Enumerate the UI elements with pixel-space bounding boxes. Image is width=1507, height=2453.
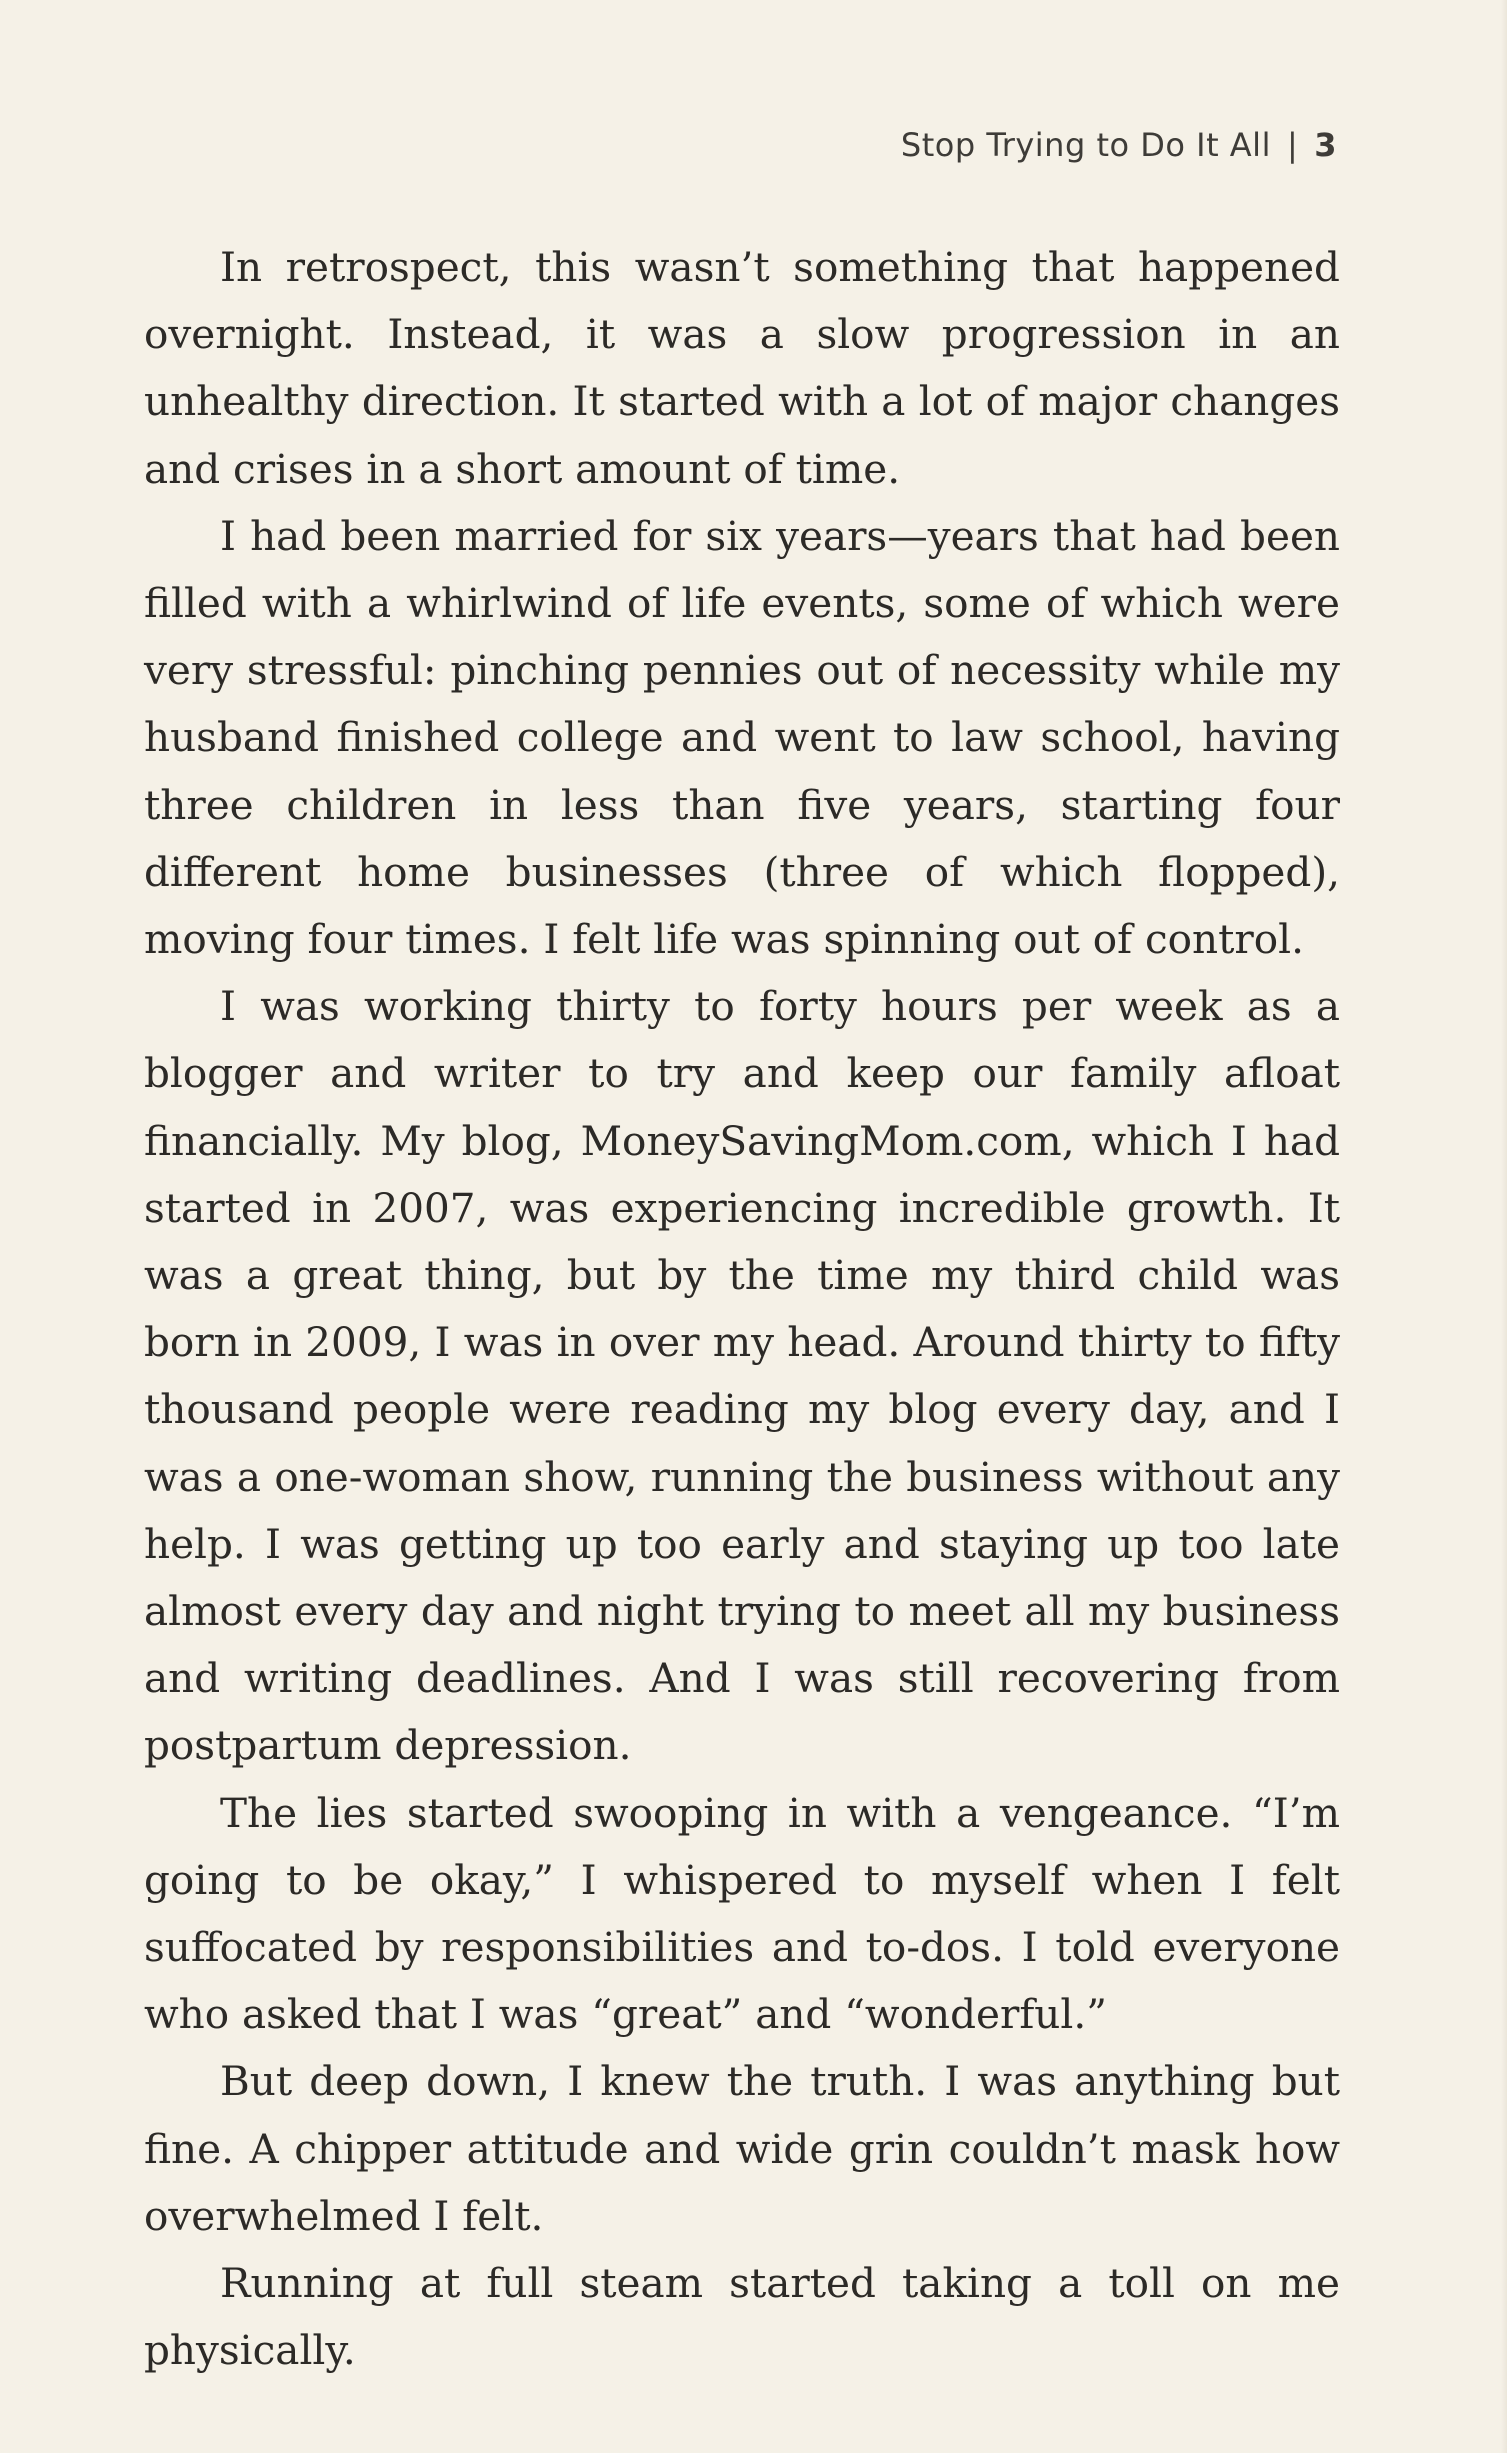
page-edge-shadow [1501, 0, 1507, 2453]
paragraph-1: In retrospect, this wasn’t something that happened overnight. Instead, it was a slow progression in an unhealthy direction. It started with a lot of major changes and crises in a short amount of time. [144, 243, 1340, 493]
paragraph-2: I had been married for six years—years that had been filled with a whirlwind of life events, some of which were very stressful: pinching pennies out of necessity while my husband finished college and went to law school, having three children in less than five years, starting four different home businesses (three of which flopped), moving four times. I felt life was spinning out of control. [144, 511, 1340, 964]
paragraph-4: The lies started swooping in with a vengeance. “I’m going to be okay,” I whispered to myself when I felt suffocated by responsibilities and to-dos. I told everyone who asked that I was “great” and “wonderful.” [144, 1788, 1340, 2039]
paragraph-5: But deep down, I knew the truth. I was anything but fine. A chipper attitude and wide grin couldn’t mask how overwhelmed I felt. [144, 2057, 1340, 2240]
paragraph-6: Running at full steam started taking a toll on me physically. [144, 2259, 1340, 2375]
running-head-title: Stop Trying to Do It All [900, 126, 1271, 164]
running-head [901, 126, 1337, 164]
page-number: 3 [1314, 126, 1337, 164]
body-text [144, 234, 1340, 2385]
running-head-separator: | [1286, 126, 1299, 164]
paragraph-3: I was working thirty to forty hours per week as a blogger and writer to try and keep our family afloat financially. My blog, MoneySavingMom.com, which I had started in 2007, was experiencing incredible growth. It was a great thing, but by the time my third child was born in 2009, I was in over my head. Around thirty to fifty thousand people were reading my blog every day, and I was a one-woman show, running the business without any help. I was getting up too early and staying up too late almost every day and night trying to meet all my business and writing deadlines. And I was still recovering from postpartum depression. [144, 982, 1340, 1770]
